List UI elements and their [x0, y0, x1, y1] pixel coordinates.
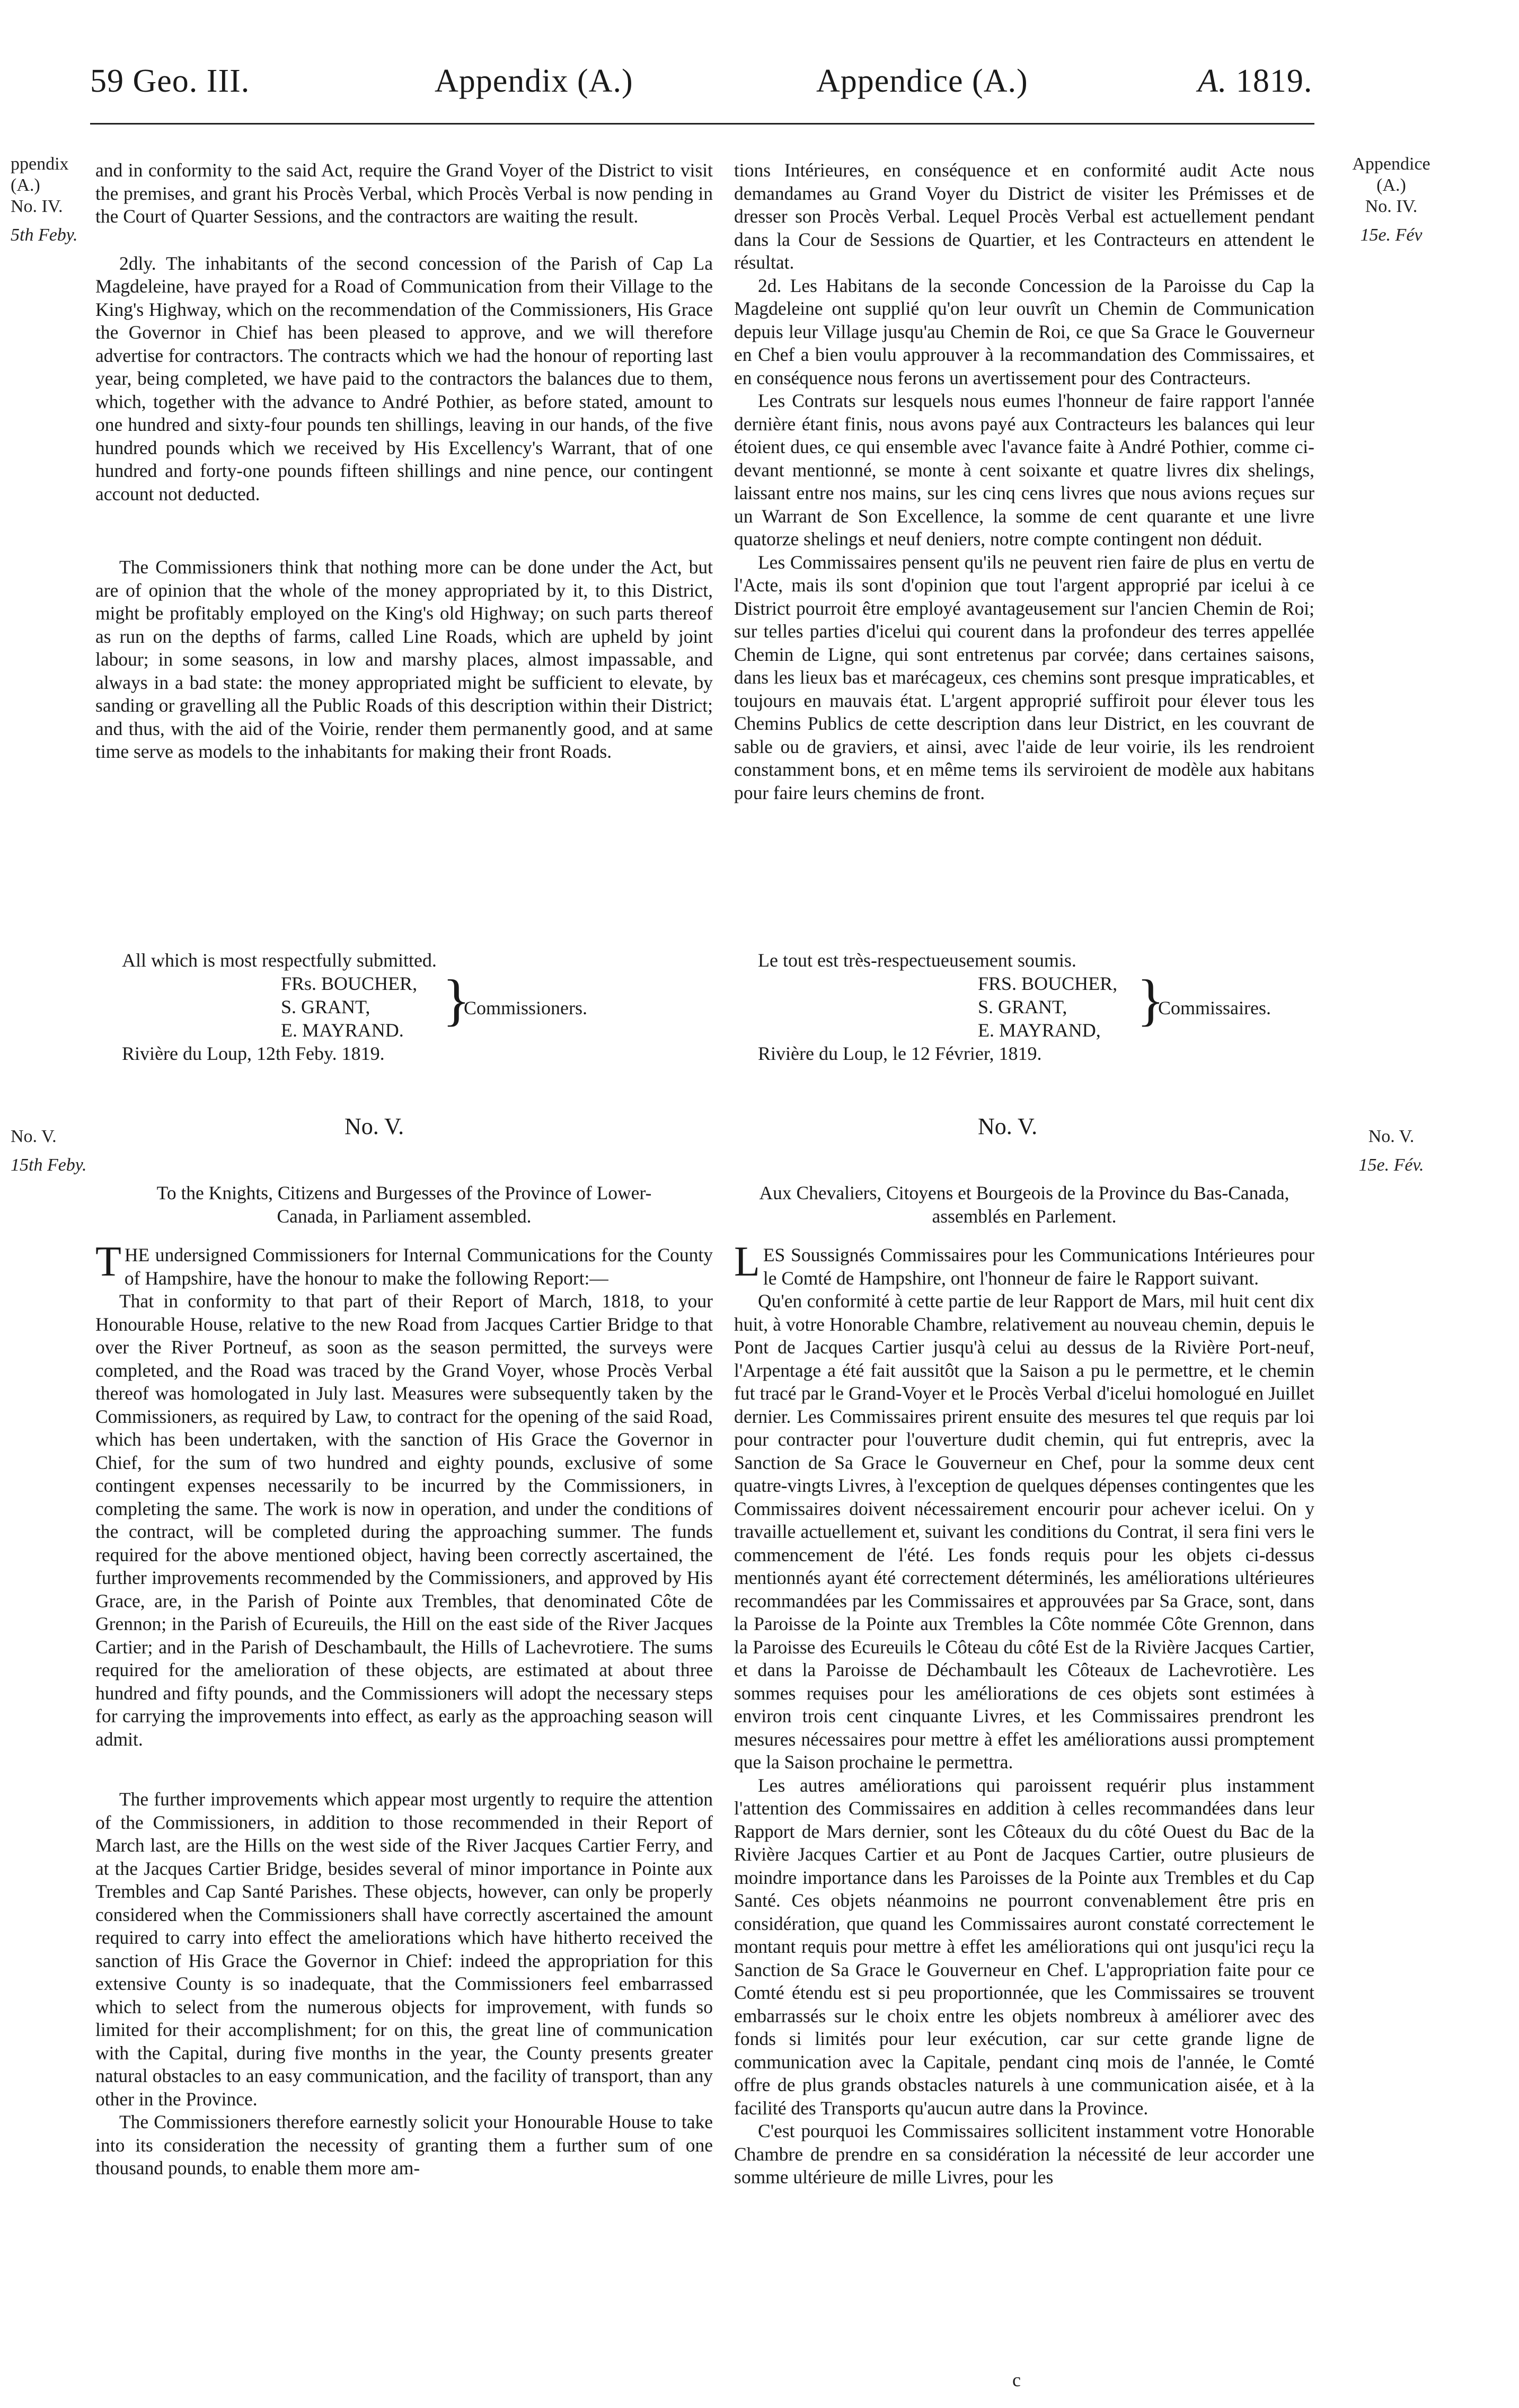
paragraph: Qu'en conformité à cette partie de leur Rapport de Mars, mil huit cent dix huit, à votre Honorable Chambre, relativement au nouveau chemin, depuis le Pont de Jacques Cartier jusqu'à celui au dessus de la Rivière Port-neuf, l'Arpentage a été fait aussitôt que la Saison a pu le permettre, et le chemin fut tracé par le Grand-Voyer et le Procès Verbal d'icelui homologué en Juillet dernier. Les Commissaires prirent ensuite des mesures tel que requis par loi pour contracter pour l'ouverture dudit chemin, qui fut entrepris, avec la Sanction de Sa Grace le Gouverneur en Chef, pour la somme deux cent quatre-vingts Livres, à l'exception de quelques dépenses contingentes que les Commissaires doivent nécessairement encourir pour achever icelui. On y travaille actuellement et, suivant les conditions du Contrat, il sera fini vers le commencement de l'été. Les fonds requis pour les objets ci-dessus mentionnés ayant été correctement déterminés, les améliorations ultérieures recommandées par les Commissaires et approuvées par Sa Grace, sont, dans la Paroisse de la Pointe aux Trembles la Côte nommée Côte Grennon, dans la Paroisse des Ecureuils le Côteau du côté Est de la Rivière Jacques Cartier, et dans la Paroisse de Déchambault les Côteaux de Lachevrotière. Les sommes requises pour les améliorations de ces objets sont estimées à environ trois cent cinquante Livres, et les Commissaires prendront les mesures nécessaires pour mettre à effet les améliorations aussi promptement que la Saison prochaine le permettra.	[734, 1290, 1314, 1773]
signature-intro: All which is most respectfully submitted.	[122, 950, 437, 971]
paragraph: The Commissioners think that nothing more can be done under the Act, but are of opinion that the whole of the money appropriated by it, to this District, might be profitably employed on the King's old Highway; on such parts thereof as run on the depths of farms, called Line Roads, which are upheld by joint labour; in some seasons, in low and marshy places, almost impassable, and always in a bad state: the money appropriated might be sufficient to elevate, by sanding or gravelling all the Public Roads of this description within their District; and thus, with the aid of the Voirie, render them permanently good, and at same time serve as models to the inhabitants for making their front Roads.	[95, 556, 713, 762]
section-number-en: No. V.	[345, 1113, 404, 1139]
signatory-role: Commissaires.	[1158, 997, 1271, 1019]
margin-line: No. V.	[11, 1127, 57, 1146]
margin-note-right-bottom	[1322, 1126, 1460, 1176]
header-year	[1198, 63, 1312, 100]
page-header	[90, 63, 1314, 121]
signatory-role: Commissioners.	[464, 997, 588, 1019]
signature-mark: c	[1012, 2369, 1021, 2391]
header-appendix-en: Appendix (A.)	[435, 63, 633, 99]
signature-names	[281, 969, 705, 1042]
margin-note-left-bottom	[11, 1126, 90, 1176]
address-line: To the Knights, Citizens and Burgesses of the Province of Lower-Canada, in Parliament assembled.	[156, 1182, 652, 1227]
paragraph-opening	[734, 1238, 1314, 1290]
signature-place-date: Rivière du Loup, 12th Feby. 1819.	[122, 1043, 385, 1064]
header-appendix-fr: Appendice (A.)	[816, 63, 1028, 99]
paragraph: That in conformity to that part of their Report of March, 1818, to your Honourable House, relative to the new Road from Jacques Cartier Bridge to that over the River Portneuf, as soon as the season permitted, the surveys were completed, and the Road was traced by the Grand Voyer, whose Procès Verbal thereof was homologated in July last. Measures were subsequently taken by the Commissioners, as required by Law, to contract for the opening of the said Road, which has been undertaken, with the sanction of His Grace the Governor in Chief, for the sum of two hundred and eighty pounds, exclusive of some contingent expenses necessarily to be incurred by the Commissioners, in completing the same. The work is now in operation, and under the conditions of the contract, will be completed during the approaching summer. The funds required for the above mentioned object, having been correctly ascertained, the further improvements recommended by the Commissioners, and approved by His Grace, are, in the Parish of Pointe aux Trembles, that denominated Côte de Grennon; in the Parish of Ecureuils, the Hill on the east side of the River Jacques Cartier; and in the Parish of Deschambault, the Hills of Lachevrotiere. The sums required for the amelioration of these objects, are estimated at about three hundred and fifty pounds, and the Commissioners will adopt the necessary steps for carrying the improvements into effect, as early as the approaching season will admit.	[95, 1290, 713, 1750]
paragraph: 2dly. The inhabitants of the second concession of the Parish of Cap La Magdeleine, have prayed for a Road of Communication from their Village to the King's Highway, which on the recommendation of the Commissioners, His Grace the Governor in Chief has been pleased to approve, and we will therefore advertise for contractors. The contracts which we had the honour of reporting last year, being completed, we have paid to the contractors the balances due to them, which, together with the advance to André Pothier, as before stated, amount to one hundred and sixty-four pounds ten shillings, leaving in our hands, of the five hundred pounds which we received by His Excellency's Warrant, that of one hundred and forty-one pounds fifteen shillings and nine pence, our contingent account not deducted.	[95, 252, 713, 504]
margin-line: 15th Feby.	[11, 1155, 87, 1175]
margin-line: No. V.	[1368, 1127, 1415, 1146]
signatory-name: E. MAYRAND,	[978, 1020, 1101, 1041]
paragraph: and in conformity to the said Act, require the Grand Voyer of the District to visit the premises, and grant his Procès Verbal, which Procès Verbal is now pending in the Court of Quarter Sessions, and the contractors are waiting the result.	[95, 160, 713, 227]
signature-intro: Le tout est très-respectueusement soumis.	[758, 950, 1076, 971]
margin-line: No. IV.	[1365, 197, 1418, 216]
brace-glyph: }	[443, 969, 470, 1032]
margin-line: (A.)	[11, 175, 40, 195]
margin-line: No. IV.	[11, 197, 63, 216]
english-column-top	[95, 159, 713, 764]
header-rule	[90, 123, 1314, 125]
paragraph: The further improvements which appear most urgently to require the attention of the Commissioners, in addition to those recommended in their Report of March last, are the Hills on the west side of the River Jacques Cartier Ferry, and at the Jacques Cartier Bridge, besides several of minor importance in Pointe aux Trembles and Cap Santé Parishes. These objects, however, can only be properly considered when the Commissioners shall have correctly ascertained the amount required to carry into effect the ameliorations which have hitherto received the sanction of His Grace the Governor in Chief: indeed the appropriation for this extensive County is so inadequate, that the Commissioners feel embarrassed which to select from the numerous objects for improvement, with funds so limited for their accomplishment; for on this, the great line of communication with the Capital, during five months in the year, the County presents greater natural obstacles to an easy communication, and the facility of transport, than any other in the Province.	[95, 1789, 713, 2110]
paragraph: Les autres améliorations qui paroissent requérir plus instamment l'attention des Commissaires en addition à celles recommandées dans leur Rapport de Mars dernier, sont les Côteaux du du côté Ouest du Bac de la Rivière Jacques Cartier et au Pont de Jacques Cartier, outre plusieurs de moindre importance dans les Paroisses de la Pointe aux Trembles et du Cap Santé. Ces objets néanmoins ne pourront convenablement être pris en considération, que quand les Commissaires auront constaté correctement le montant requis pour mettre à effet les améliorations qui ont jusqu'ici reçu la Sanction de Sa Grace le Gouverneur en Chef. L'appropriation faite pour ce Comté étendu est si peu proportionnée, que les Commissaires se trouvent embarrassés sur le choix entre les objets nombreux à améliorer avec des fonds si limités pour leur exécution, car sur cette grande ligne de communication avec la Capitale, pendant cinq mois de l'année, le Comté offre de plus grands obstacles naturels à une communication aisée, et à la facilité des Transports qu'aucun autre dans la Province.	[734, 1774, 1314, 2119]
signature-block-fr	[734, 949, 1317, 1065]
signatory-name: FRs. BOUCHER,	[281, 973, 418, 994]
signature-names	[978, 969, 1317, 1042]
header-session: 59 Geo. III.	[90, 63, 250, 99]
header-year-prefix: A.	[1198, 63, 1227, 99]
paragraph: C'est pourquoi les Commissaires sollicitent instamment votre Honorable Chambre de prendre en sa considération la nécessité de leur accorder une somme ultérieure de mille Livres, pour les	[734, 2120, 1314, 2188]
paragraph: The Commissioners therefore earnestly solicit your Honourable House to take into its consideration the necessity of granting them a further sum of one thousand pounds, to enable them more am-	[95, 2111, 713, 2179]
paragraph: Les Contrats sur lesquels nous eumes l'honneur de faire rapport l'année dernière étant finis, nous avons payé aux Contracteurs les balances qui leur étoient dues, ce qui ensemble avec l'avance faite à André Pothier, comme ci-devant mentionné, se monte à cent soixante et quatre livres dix shelings, laissant entre nos mains, sur les cinq cens livres que nous avions reçues sur un Warrant de Son Excellence, la somme de cent quarante et une livre quatorze shelings et neuf deniers, notre compte contingent non déduit.	[734, 390, 1314, 550]
section-number-fr: No. V.	[978, 1113, 1038, 1139]
signatory-name: S. GRANT,	[281, 996, 370, 1017]
paragraph: Les Commissaires pensent qu'ils ne peuvent rien faire de plus en vertu de l'Acte, mais ils sont d'opinion que tout l'argent approprié par icelui à ce District pourroit être employé avantageusement sur l'ancien Chemin de Roi; sur telles parties d'icelui qui courent dans la profondeur des terres appellée Chemin de Ligne, qui sont entretenus par corvée; dans certaines saisons, dans les lieux bas et marécageux, ces chemins sont presque impraticables, et toujours en mauvais état. L'argent approprié suffiroit pour élever tous les Chemins Publics de cette description dans leur District, en les couvrant de sable ou de graviers, et ainsi, avec l'aide de leur voirie, ils les rendroient constamment bons, et en même tems ils serviroient de modèle aux habitans pour faire leurs chemins de front.	[734, 551, 1314, 803]
margin-line: Appendice	[1352, 154, 1430, 174]
margin-line: 15e. Fév	[1360, 225, 1423, 245]
english-column-section-v	[95, 1182, 713, 2180]
margin-note-right-top	[1322, 154, 1460, 246]
signatory-name: S. GRANT,	[978, 996, 1067, 1017]
drop-cap: L	[734, 1238, 760, 1285]
paragraph: 2d. Les Habitans de la seconde Concession de la Paroisse du Cap la Magdeleine ont supplié qu'on leur ouvrît un Chemin de Communication depuis leur Village jusqu'au Chemin de Roi, ce que Sa Grace le Gouverneur en Chef a bien voulu approuver à la recommandation des Commissaires, et en conséquence nous ferons un avertissement pour des Contracteurs.	[734, 275, 1314, 388]
paragraph-opening	[95, 1238, 713, 1290]
paragraph: tions Intérieures, en conséquence et en conformité audit Acte nous demandames au Grand Voyer du District de visiter les Prémisses et de dresser son Procès Verbal. Lequel Procès Verbal est actuellement pendant dans la Cour de Sessions de Quartier, et les Contracteurs en attendent le résultat.	[734, 160, 1314, 273]
signatory-name: E. MAYRAND.	[281, 1020, 404, 1041]
paragraph-text: ES Soussignés Commissaires pour les Communications Intérieures pour le Comté de Hampshire, ont l'honneur de faire le Rapport suivant.	[763, 1244, 1314, 1289]
signature-block-en	[122, 949, 705, 1065]
margin-line: 15e. Fév.	[1358, 1155, 1424, 1175]
drop-cap: T	[95, 1238, 121, 1285]
margin-note-left-top	[11, 154, 90, 246]
header-year-number: 1819.	[1235, 63, 1313, 99]
brace-glyph: }	[1137, 969, 1164, 1032]
signature-place-date: Rivière du Loup, le 12 Février, 1819.	[758, 1043, 1042, 1064]
margin-line: (A.)	[1376, 175, 1406, 195]
french-column-top	[734, 159, 1314, 804]
french-column-section-v	[734, 1182, 1314, 2189]
address-line: Aux Chevaliers, Citoyens et Bourgeois de la Province du Bas-Canada, assemblés en Parlement.	[759, 1182, 1290, 1227]
signatory-name: FRS. BOUCHER,	[978, 973, 1118, 994]
margin-line: 5th Feby.	[11, 225, 78, 245]
margin-line: ppendix	[11, 154, 69, 174]
paragraph-text: HE undersigned Commissioners for Internal Communications for the County of Hampshire, have the honour to make the following Report:—	[124, 1244, 713, 1289]
